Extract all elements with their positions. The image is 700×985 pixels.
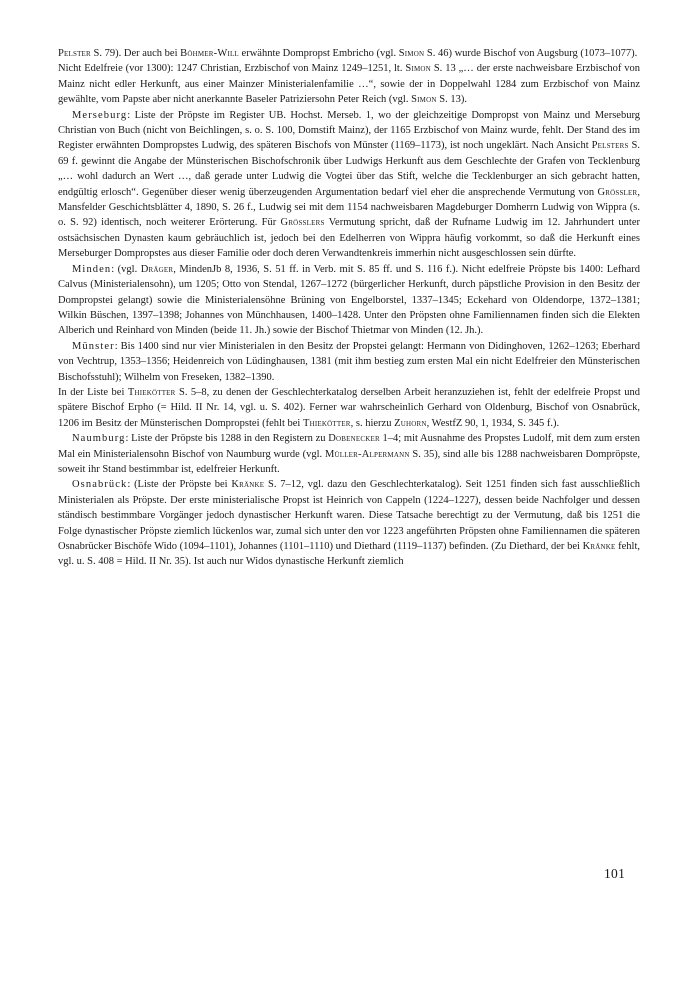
text-run: : (vgl.	[111, 263, 141, 275]
paragraph	[58, 46, 640, 61]
author-name: Simon	[411, 94, 437, 106]
author-name: Thiekötter	[302, 417, 351, 429]
text-run: 1–4; mit Ausnahme des Propstes Ludolf, mit dem zum ersten Mal ein Ministerialensohn Bischof von Naumburg wurde (vgl.	[58, 433, 640, 460]
section-heading: Osnabrück	[72, 479, 128, 491]
text-run: Nicht Edelfreie (vor 1300): 1247 Christian, Erzbischof von Mainz 1249–1251, lt.	[58, 63, 406, 75]
text-run: : Bis 1400 sind nur vier Ministerialen in den Besitz der Propstei gelangt: Hermann von Didinghoven, 1262–1263; Eberhard von Vechtrup, 1353–1356; Heidenreich von Lüdinghausen, 1381 (mit ihm bestieg zum ersten Mal ein nicht Edelfreier den Münsterischen Bischofsstuhl); Wilhelm von Freseken, 1382–1390.	[58, 340, 640, 383]
paragraph	[58, 262, 640, 339]
text-run: In der Liste bei	[58, 386, 128, 398]
text-run: , s. hierzu	[350, 417, 395, 429]
author-name: Simon	[398, 48, 425, 59]
author-name: Pelsters	[591, 140, 629, 152]
text-run: S. 69 f. gewinnt die Angabe der Münsterischen Bischofschronik über Ludwigs Herkunft aus dem Geschlechte der Grafen von Tecklenburg „… wohl dadurch an Wert …, daß gerade unter Ludwig die Vogtei über das Stift, welche die Tecklenburger an sich gebracht hatten, endgültig erlosch“. Gegenüber dieser wenig überzeugenden Argumentation bedarf viel eher die ansprechende Vermutung von	[58, 140, 641, 198]
author-name: Zuhorn	[394, 417, 427, 429]
text-run: S. 5–8, zu denen der Geschlechterkatalog derselben Arbeit heranzuziehen ist, fehlt der edelfreie Propst und spätere Bischof Erpho (= Hild. II Nr. 14, vgl. u. S. 402). Ferner war wahrscheinlich Gerhard von Oldenburg, Bischof von Osnabrück, 1206 im Besitz der Münsterischen Dompropstei (fehlt bei	[58, 386, 640, 429]
section-heading: Naumburg	[72, 433, 126, 445]
author-name: Simon	[405, 63, 431, 75]
text-run: S. 79). Der auch bei	[90, 48, 181, 59]
text-run: fehlt, vgl. u. S. 408 = Hild. II Nr. 35). Ist auch nur Widos dynastische Herkunft ziemlich	[58, 541, 640, 568]
author-name: Pelster	[58, 48, 91, 59]
paragraph	[58, 431, 640, 477]
author-name: Grösslers	[280, 217, 325, 229]
text-run: S. 13 „… der erste nachweisbare Erzbischof von Mainz nicht edler Herkunft, aus einer Mainzer Ministerialenfamilie …“, sowie der in Doppelwahl 1284 zum Erzbischof von Mainz gewählte, vom Papste aber nicht anerkannte Baseler Patriziersohn Peter Reich (vgl.	[58, 63, 640, 106]
text-run: erwähnte Dompropst Embricho (vgl.	[238, 48, 399, 59]
paragraph	[58, 385, 640, 431]
section-heading: Merseburg	[72, 109, 128, 121]
text-run: , Mansfelder Geschichtsblätter 4, 1890, S. 26 f., Ludwig sei mit dem 1154 nachweisbaren Magdeburger Domherrn Ludwig von Wippra (s. o. S. 92) identisch, noch weiterer Erörterung. Für	[58, 186, 640, 229]
text-run: , WestfZ 90, 1, 1934, S. 345 f.).	[426, 417, 560, 429]
paragraph	[58, 477, 640, 569]
text-run: S. 46) wurde Bischof von Augsburg (1073–1077).	[424, 48, 638, 59]
text-run: : Liste der Pröpste bis 1288 in den Registern zu	[125, 433, 329, 445]
text-run: , MindenJb 8, 1936, S. 51 ff. in Verb. mit S. 85 ff. und S. 116 f.). Nicht edelfreie Pröpste bis 1400: Lefhard Calvus (Ministerialensohn), um 1205; Otto von Stendal, 1267–1272 (bürgerlicher Herkunft, durch päpstliche Provision in den Besitz der Dompropstei gelangt) sowie die Ministerialensöhne Brüning von Engelborstel, 1337–1345; Eckehard von Oldendorpe, 1372–1381; Wilkin Büschen, 1397–1398; Johannes von Münchhausen, 1400–1428. Unter den Pröpsten ohne Familiennamen finden sich die Elekten Alberich und Reinhard von Minden (beide 11. Jh.) sowie der Bischof Thietmar von Minden (12. Jh.).	[58, 263, 640, 337]
text-run: S. 7–12, vgl. dazu den Geschlechterkatalog). Seit 1251 finden sich fast ausschließlich Ministerialen als Pröpste. Der erste ministerialische Propst ist Heinrich von Cappeln (1224–1227), dessen beide Nachfolger und dessen ständisch bestimmbare Vorgänger jedoch dynastischer Herkunft waren. Diese Tatsache berechtigt zu der Vermutung, daß bis 1251 die Folge dynastischer Pröpste ziemlich lückenlos war, zumal sich unter den vor 1223 angeführten Pröpsten ohne Familiennamen die späteren Osnabrücker Bischöfe Wido (1094–1101), Johannes (1101–1110) und Diethard (1119–1137) befinden. (Zu Diethard, der bei	[58, 479, 640, 552]
author-name: Grössler	[597, 186, 638, 198]
section-heading: Münster	[72, 340, 115, 352]
author-name: Böhmer-Will	[180, 48, 239, 59]
author-name: Kränke	[582, 541, 616, 552]
author-name: Dräger	[140, 263, 174, 275]
text-run: : Liste der Pröpste im Register UB. Hochst. Merseb. 1, wo der gleichzeitige Dompropst von Mainz und Merseburg Christian von Buch (nicht von Beichlingen, s. o. S. 100, Domstift Mainz), der 1165 Erzbischof von Mainz wurde, fehlt. Der Stand des im Register erwähnten Dompropstes Ludwig, des späteren Bischofs von Münster (1169–1173), ist noch ungeklärt. Nach Ansicht	[58, 109, 640, 152]
section-heading: Minden	[72, 263, 112, 275]
page-number: 101	[604, 866, 626, 881]
text-run: : (Liste der Pröpste bei	[127, 479, 232, 491]
paragraph	[58, 108, 640, 262]
author-name: Kränke	[231, 479, 265, 491]
author-name: Dobenecker	[328, 433, 380, 445]
text-run: S. 13).	[436, 94, 467, 106]
text-run: S. 35), sind alle bis 1288 nachweisbaren Dompröpste, soweit ihr Stand bestimmbar ist, edelfreier Herkunft.	[58, 448, 640, 475]
paragraph	[58, 339, 640, 385]
author-name: Thiekötter	[127, 386, 176, 398]
paragraph	[58, 61, 640, 107]
text-run: Vermutung spricht, daß der Rufname Ludwig im 12. Jahrhundert unter ostsächsischen Dynasten kaum gebräuchlich ist, jedoch bei den Edelherren von Wippra häufig vorkommt, so daß die Herkunft eines Merseburger Dompropstes aus dieser Familie oder doch deren Verwandtenkreis immerhin nicht ausgeschlossen sein dürfte.	[58, 217, 640, 260]
main-text	[58, 46, 640, 570]
author-name: Müller-Alpermann	[324, 448, 410, 460]
